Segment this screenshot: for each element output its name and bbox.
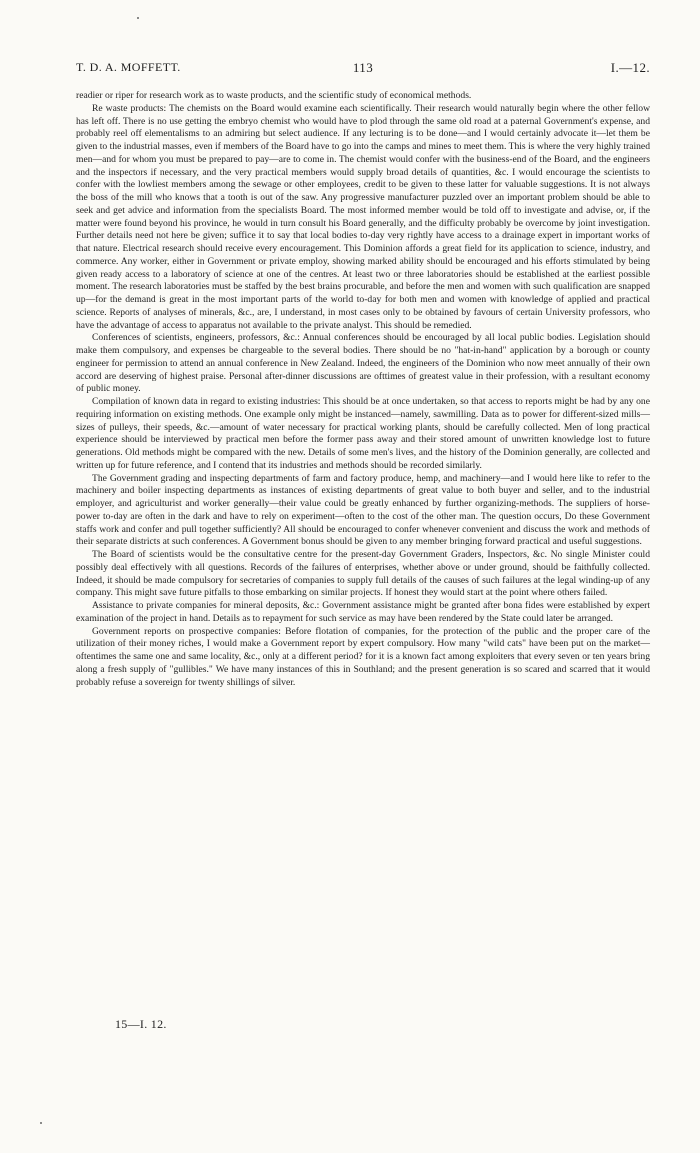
scan-speck	[40, 1122, 42, 1124]
paragraph-government-grading: The Government grading and inspecting departments of farm and factory produce, hemp, and machinery—and I would here like to refer to the machinery and boiler inspecting departments as instances of existing departments of great value to both buyer and seller, and to the industrial employer, and agriculturist and worker generally—their value could be greatly enhanced by further organizing-methods. The suppliers of horse-power to-day are often in the dark and have to rely on experiment—often to the cost of the other man. The question occurs, Do these Government staffs work and confer and pull together sufficiently? All should be encouraged to confer whenever convenient and discuss the work and methods of their separate districts at such conferences. A Government bonus should be given to any member bringing forward practical and useful suggestions.	[76, 472, 650, 548]
header-author: T. D. A. MOFFETT.	[76, 60, 181, 74]
paragraph-government-reports: Government reports on prospective companies: Before flotation of companies, for the protection of the public and the proper care of the utilization of their money riches, I would make a Government report by expert compulsory. How many "wild cats" have been put on the market—oftentimes the same one and same locality, &c., only at a different period? for it is a known fact among exploiters that every seven or ten years bring along a fresh supply of "gullibles." We have many instances of this in Southland; and the present generation is so scared and scarred that it would probably refuse a sovereign for twenty shillings of silver.	[76, 625, 650, 688]
paragraph-conferences: Conferences of scientists, engineers, professors, &c.: Annual conferences should be encouraged by all local public bodies. Legislation should make them compulsory, and expenses be chargeable to the several bodies. There should be no "hat-in-hand" application by a borough or county engineer for permission to attend an annual conference in New Zealand. Indeed, the engineers of the Dominion who now meet annually of their own accord are deserving of highest praise. Personal after-dinner discussions are ofttimes of greatest value in their profession, with a resultant economy of public money.	[76, 332, 650, 395]
paragraph-board-of-scientists: The Board of scientists would be the consultative centre for the present-day Government Graders, Inspectors, &c. No single Minister could possibly deal effectively with all questions. Records of the failures of enterprises, whether above or under ground, should be faithfully collected. Indeed, it should be made compulsory for secretaries of companies to supply full details of the causes of such failures at the legal winding-up of any company. This might save future pitfalls to those embarking on similar projects. If honest they would start at the point where others failed.	[76, 549, 650, 599]
paragraph-waste-products: Re waste products: The chemists on the Board would examine each scientifically. Their research would naturally begin where the other fellow has left off. There is no use getting the embryo chemist who would have to plod through the same old road at a paternal Government's expense, and probably reel off elementalisms to an admiring but select audience. If any lecturing is to be done—and I would certainly advocate it—let them be given to the industrial masses, even if members of the Board have to go into the camps and mines to meet them. This is where the very highly trained men—and for whom you must be prepared to pay—are to come in. The chemist would confer with the business-end of the Board, and the engineers and the inspectors if necessary, and the very practical members would supply broad details of quantities, &c. I would encourage the scientists to confer with the lowliest members among the sewage or other employees, credit to be given to these latter for valuable suggestions. It is not always the boss of the mill who knows that a tooth is out of the saw. Any progressive manufacturer puzzled over an important problem should be able to seek and get advice and information from the specialists Board. The most informed member would be told off to investigate and advise, or, if the matter were found beyond his province, he would in turn consult his Board generally, and the difficulty probably be overcome by joint investigation. Further details need not here be given; suffice it to say that local bodies to-day very rightly have access to a drainage expert in important works of that nature. Electrical research should receive every encouragement. This Dominion affords a great field for its application to science, industry, and commerce. Any worker, either in Government or private employ, showing marked ability should be encouraged and his efforts stimulated by being given ready access to a laboratory of science at one of the centres. At least two or three laboratories should be established at the earliest possible moment. The research laboratories must be staffed by the best brains procurable, and before the men and women with such qualification are snapped up—for the demand is great in the most important parts of the world to-day for both men and women with knowledge of applied and practical science. Reports of analyses of minerals, &c., are, I understand, in most cases only to be obtained by favours of certain University professors, who have the advantage of access to apparatus not available to the private analyst. This should be remedied.	[76, 102, 650, 331]
body-text	[76, 90, 650, 689]
header-page-number: 113	[352, 60, 374, 75]
scan-speck	[137, 17, 139, 19]
header-paper-ref: I.—12.	[610, 60, 650, 75]
page-header	[76, 60, 650, 78]
paragraph-continuation: readier or riper for research work as to waste products, and the scientific study of economical methods.	[76, 90, 472, 101]
signature-mark: 15—I. 12.	[115, 1017, 167, 1031]
paragraph-compilation-of-data: Compilation of known data in regard to existing industries: This should be at once undertaken, so that access to reports might be had by any one requiring information on existing methods. One example only might be instanced—namely, sawmilling. Data as to power for different-sized mills—sizes of pulleys, their speeds, &c.—amount of water necessary for practical working plants, should be carefully collected. Men of long practical experience should be interviewed by practical men before the former pass away and their stored amount of unwritten knowledge lost to future generations. Old methods might be compared with the new. Details of some men's lives, and the history of the Dominion generally, are collected and written up for future reference, and I contend that its industries and methods should be recorded similarly.	[76, 396, 650, 471]
paragraph-assistance-to-companies: Assistance to private companies for mineral deposits, &c.: Government assistance might be granted after bona fides were established by expert examination of the project in hand. Details as to repayment for such service as may have been rendered by the State could later be arranged.	[76, 600, 650, 624]
